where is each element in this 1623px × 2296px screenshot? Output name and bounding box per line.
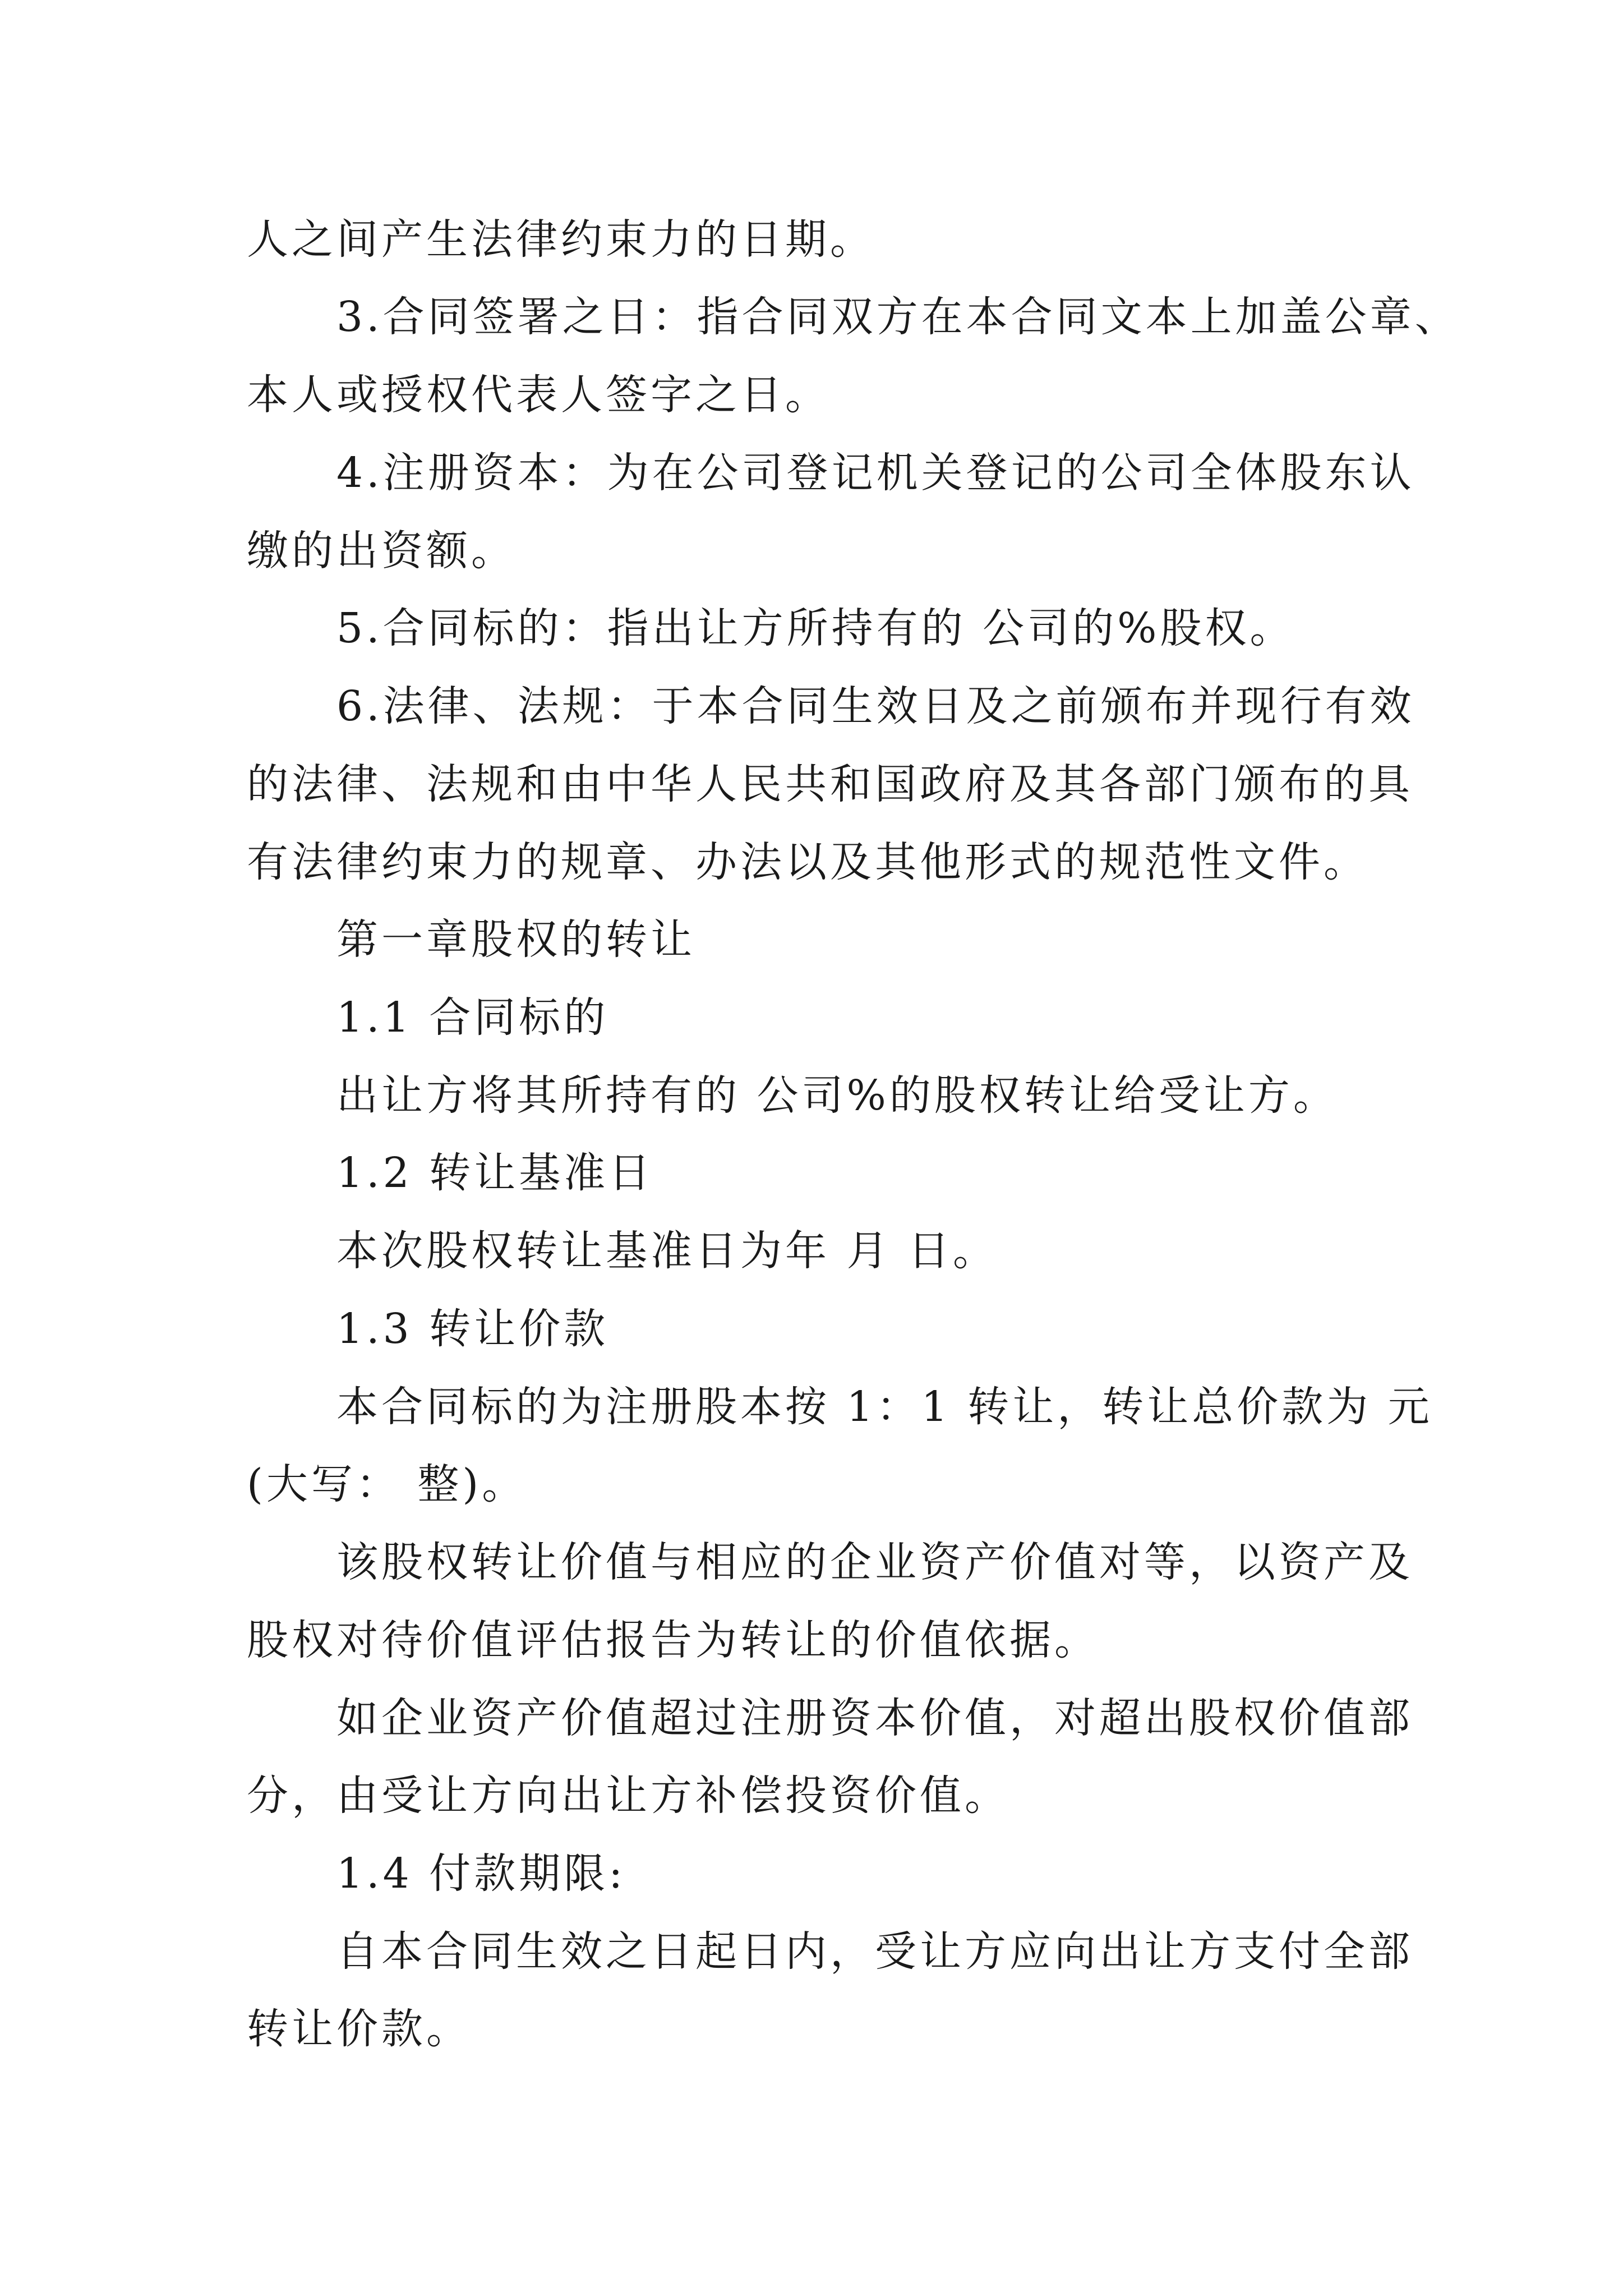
text-line-1: 人之间产生法律约束力的日期。 xyxy=(247,215,875,264)
text-line-13: 1.2 转让基准日 xyxy=(336,1149,654,1197)
text-line-16: 本合同标的为注册股本按 1：1 转让，转让总价款为 元 xyxy=(336,1383,1433,1431)
text-line-24: 转让价款。 xyxy=(247,2005,471,2053)
text-line-6: 5.合同标的：指出让方所持有的 公司的%股权。 xyxy=(336,604,1295,652)
text-line-23: 自本合同生效之日起日内，受让方应向出让方支付全部 xyxy=(336,1927,1413,1976)
text-line-19: 股权对待价值评估报告为转让的价值依据。 xyxy=(247,1616,1099,1664)
text-line-3: 本人或授权代表人签字之日。 xyxy=(247,371,830,419)
text-line-10: 第一章股权的转让 xyxy=(336,915,695,964)
text-line-22: 1.4 付款期限: xyxy=(336,1849,626,1898)
text-line-21: 分，由受让方向出让方补偿投资价值。 xyxy=(247,1772,1009,1820)
text-line-20: 如企业资产价值超过注册资本价值，对超出股权价值部 xyxy=(336,1694,1413,1742)
text-line-7: 6.法律、法规：于本合同生效日及之前颁布并现行有效 xyxy=(336,682,1415,730)
text-line-8: 的法律、法规和由中华人民共和国政府及其各部门颁布的具 xyxy=(247,760,1413,808)
text-line-5: 缴的出资额。 xyxy=(247,527,516,575)
text-line-11: 1.1 合同标的 xyxy=(336,993,609,1042)
text-line-2: 3.合同签署之日：指合同双方在本合同文本上加盖公章、 xyxy=(336,293,1460,341)
text-line-9: 有法律约束力的规章、办法以及其他形式的规范性文件。 xyxy=(247,838,1368,886)
text-line-15: 1.3 转让价款 xyxy=(336,1305,609,1353)
text-line-17: (大写： 整)。 xyxy=(247,1460,527,1508)
text-line-4: 4.注册资本：为在公司登记机关登记的公司全体股东认 xyxy=(336,449,1415,497)
text-line-14: 本次股权转让基准日为年 月 日。 xyxy=(336,1227,998,1275)
text-line-18: 该股权转让价值与相应的企业资产价值对等，以资产及 xyxy=(336,1538,1413,1586)
text-line-12: 出让方将其所持有的 公司%的股权转让给受让方。 xyxy=(336,1071,1338,1120)
